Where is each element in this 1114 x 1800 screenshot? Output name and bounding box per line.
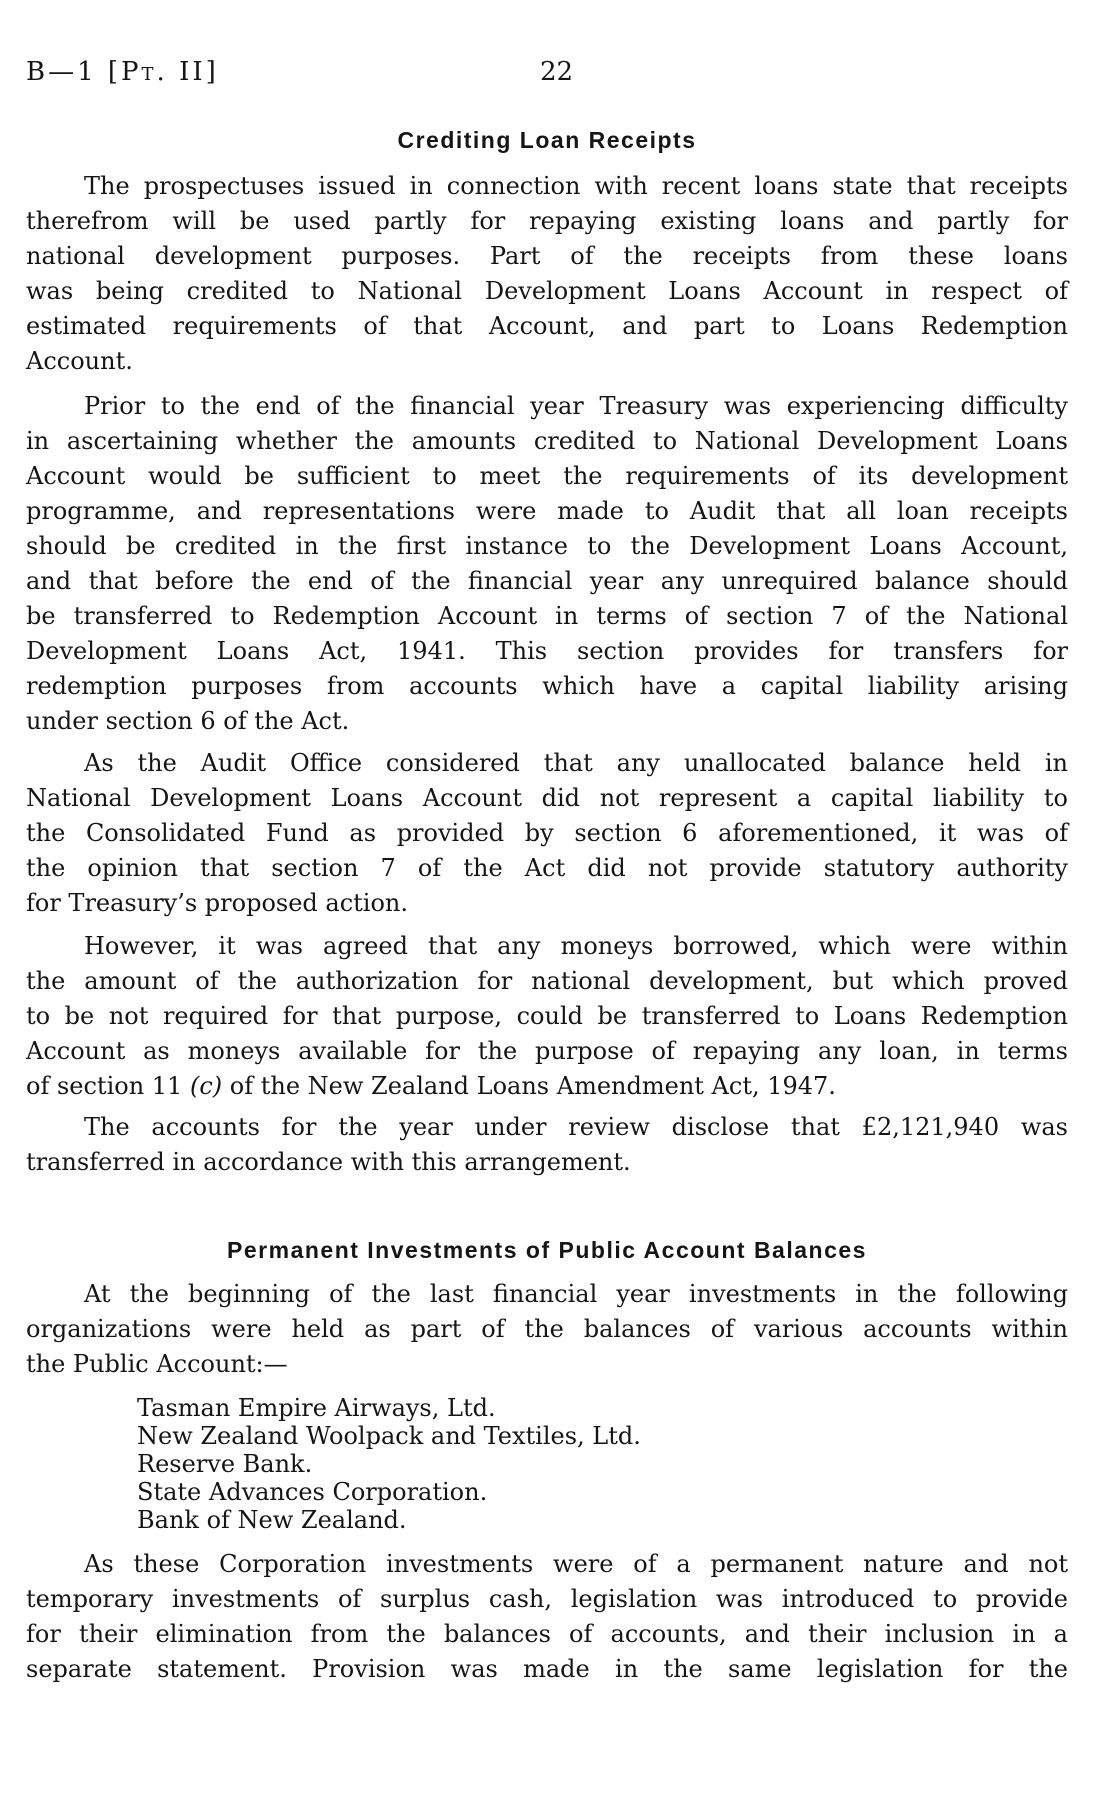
text-line: At the beginning of the last financial year investments in the following (84, 1280, 1068, 1308)
text-line: Account as moneys available for the purpose of repaying any loan, in terms (26, 1037, 1068, 1065)
list-item: New Zealand Woolpack and Textiles, Ltd. (137, 1422, 641, 1450)
list-item: State Advances Corporation. (137, 1478, 488, 1506)
text-line: redemption purposes from accounts which have a capital liability arising (26, 672, 1068, 700)
text-line: The accounts for the year under review disclose that £2,121,940 was (84, 1113, 1068, 1141)
text-line: transferred in accordance with this arrangement. (26, 1148, 631, 1176)
text-line: Development Loans Act, 1941. This section provides for transfers for (26, 637, 1068, 665)
text-line: Account would be sufficient to meet the requirements of its development (26, 462, 1068, 490)
organization-list (137, 1394, 1037, 1534)
paragraph (26, 746, 1068, 921)
text-line: to be not required for that purpose, could be transferred to Loans Redemption (26, 1002, 1068, 1030)
text-line: the amount of the authorization for national development, but which proved (26, 967, 1068, 995)
text-line: organizations were held as part of the balances of various accounts within (26, 1315, 1068, 1343)
page-number: 22 (540, 57, 574, 87)
text-line: was being credited to National Development Loans Account in respect of (26, 277, 1068, 305)
text-line: for their elimination from the balances of accounts, and their inclusion in a (26, 1620, 1068, 1648)
text-line: under section 6 of the Act. (26, 707, 350, 735)
text-line: As these Corporation investments were of a permanent nature and not (84, 1550, 1068, 1578)
text-line: the opinion that section 7 of the Act did not provide statutory authority (26, 854, 1068, 882)
text-line: national development purposes. Part of the receipts from these loans (26, 242, 1068, 270)
text-line: temporary investments of surplus cash, legislation was introduced to provide (26, 1585, 1068, 1613)
text-line: The prospectuses issued in connection with recent loans state that receipts (84, 172, 1068, 200)
paragraph (26, 389, 1068, 739)
text-line: programme, and representations were made to Audit that all loan receipts (26, 497, 1068, 525)
paragraph (26, 169, 1068, 379)
text-line: the Public Account:— (26, 1350, 288, 1378)
text-line: should be credited in the first instance to the Development Loans Account, (26, 532, 1068, 560)
text-line: Account. (26, 347, 133, 375)
text-segment: of the New Zealand Loans Amendment Act, 1947. (222, 1072, 836, 1100)
clause-reference: (c) (189, 1072, 223, 1100)
paragraph (26, 929, 1068, 1104)
text-line: As the Audit Office considered that any unallocated balance held in (84, 749, 1068, 777)
text-line: the Consolidated Fund as provided by section 6 aforementioned, it was of (26, 819, 1068, 847)
running-head: B—1 [Pt. II] (26, 57, 219, 87)
list-item: Tasman Empire Airways, Ltd. (137, 1394, 496, 1422)
text-line: Prior to the end of the financial year Treasury was experiencing difficulty (84, 392, 1068, 420)
text-line: separate statement. Provision was made in the same legislation for the (26, 1655, 1068, 1683)
paragraph (26, 1547, 1068, 1687)
list-item: Reserve Bank. (137, 1450, 313, 1478)
text-line: be transferred to Redemption Account in terms of section 7 of the National (26, 602, 1068, 630)
section-heading: Permanent Investments of Public Account Balances (227, 1237, 867, 1263)
list-item: Bank of New Zealand. (137, 1506, 407, 1534)
text-line: and that before the end of the financial year any unrequired balance should (26, 567, 1068, 595)
paragraph (26, 1110, 1068, 1180)
text-line: estimated requirements of that Account, and part to Loans Redemption (26, 312, 1068, 340)
text-line: However, it was agreed that any moneys borrowed, which were within (84, 932, 1068, 960)
text-line: National Development Loans Account did not represent a capital liability to (26, 784, 1068, 812)
paragraph (26, 1277, 1068, 1382)
text-line: for Treasury’s proposed action. (26, 889, 409, 917)
text-segment: of section 11 (26, 1072, 190, 1100)
text-line (26, 1069, 1068, 1104)
text-line: therefrom will be used partly for repaying existing loans and partly for (26, 207, 1068, 235)
section-heading: Crediting Loan Receipts (397, 127, 697, 153)
text-line: in ascertaining whether the amounts credited to National Development Loans (26, 427, 1068, 455)
